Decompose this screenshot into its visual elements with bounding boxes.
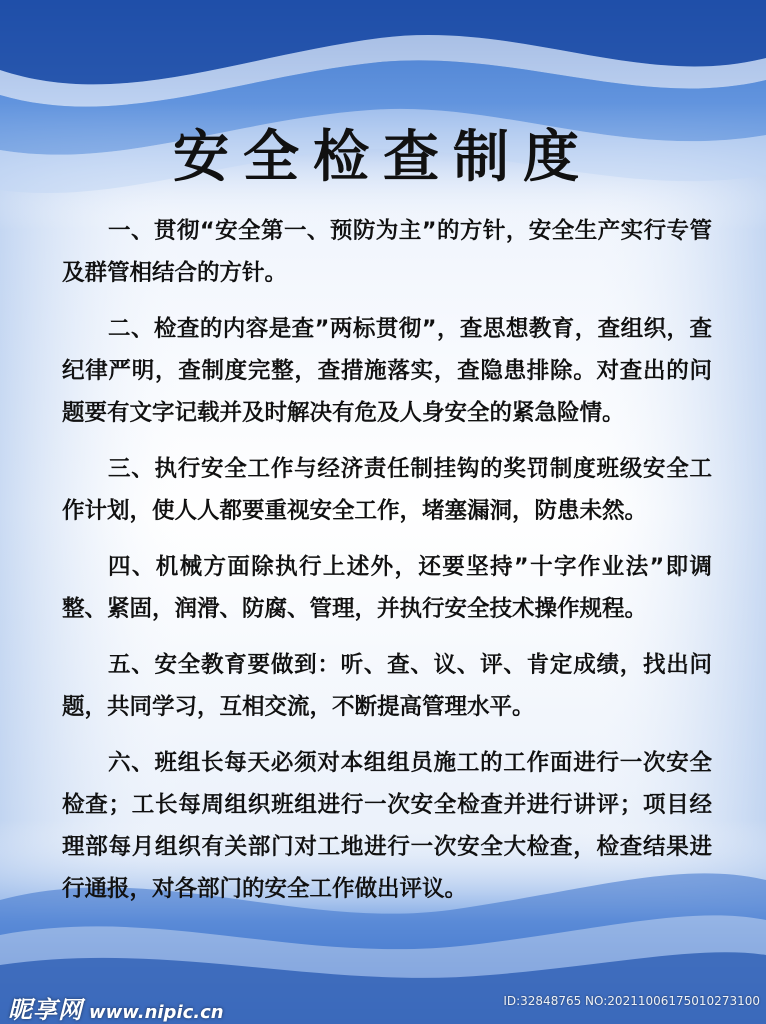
- paragraph-6: 六、班组长每天必须对本组组员施工的工作面进行一次安全检查；工长每周组织班组进行一次安全检查并进行讲评；项目经理部每月组织有关部门对工地进行一次安全大检查，检查结果进行通报，对各部门的安全工作做出评议。: [62, 750, 712, 902]
- watermark-url: www.nipic.cn: [89, 1002, 224, 1023]
- paragraph-3: 三、执行安全工作与经济责任制挂钩的奖罚制度班级安全工作计划，使人人都要重视安全工作，堵塞漏洞，防患未然。: [62, 456, 712, 524]
- document-body: [62, 210, 712, 924]
- paragraph-2: 二、检查的内容是查”两标贯彻”，查思想教育，查组织，查纪律严明，查制度完整，查措施落实，查隐患排除。对查出的问题要有文字记载并及时解决有危及人身安全的紧急险情。: [62, 316, 712, 426]
- watermark-logo: [8, 990, 224, 1024]
- paragraph-4: 四、机械方面除执行上述外，还要坚持”十字作业法”即调整、紧固，润滑、防腐、管理，并执行安全技术操作规程。: [62, 554, 712, 622]
- watermark-logo-text: 昵享网: [8, 996, 83, 1024]
- paragraph-1: 一、贯彻“安全第一、预防为主”的方针，安全生产实行专管及群管相结合的方针。: [62, 218, 712, 286]
- document-title: 安全检查制度: [173, 125, 593, 190]
- paragraph-5: 五、安全教育要做到：听、查、议、评、肯定成绩，找出问题，共同学习，互相交流，不断提高管理水平。: [62, 652, 712, 720]
- watermark-id: ID:32848765 NO:20211006175010273100: [503, 994, 760, 1008]
